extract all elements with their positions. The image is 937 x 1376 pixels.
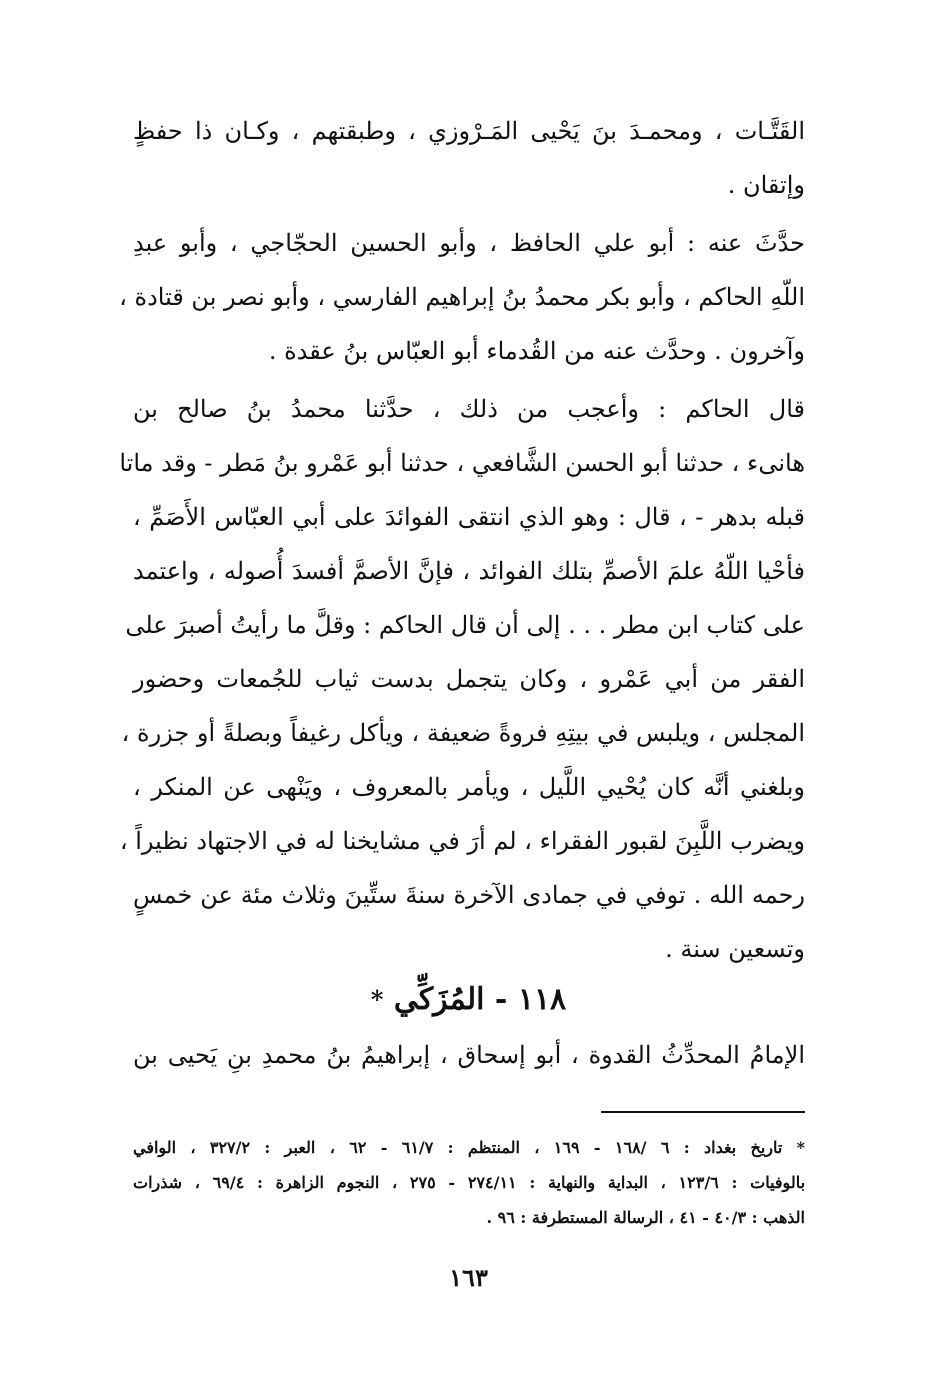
page-number: ١٦٣	[449, 1263, 488, 1292]
text-line: وبلغني أنَّه كان يُحْيي اللَّيل ، ويأمر بالمعروف ، ويَنْهى عن المنكر ،	[133, 773, 805, 801]
text-line: اللّهِ الحاكم ، وأبو بكر محمدُ بنُ إبراهيم الفارسي ، وأبو نصر بن قتادة ،	[119, 283, 805, 311]
text-line: القَتَّـات ، ومحمـدَ بنَ يَحْيى المَـرْوزي ، وطبقتهم ، وكـان ذا حفظٍ	[133, 117, 805, 145]
text-line: ويضرب اللَّبِنَ لقبور الفقراء ، لم أرَ في مشايخنا له في الاجتهاد نظيراً ،	[119, 827, 805, 855]
footnote-line: بالوفيات : ١٢٣/٦ ، البداية والنهاية : ٢٧٤/١١ - ٢٧٥ ، النجوم الزاهرة : ٦٩/٤ ، شذرات	[133, 1173, 806, 1192]
footnote-line: الذهب : ٤٠/٣ - ٤١ ، الرسالة المستطرفة : ٩٦ .	[486, 1208, 805, 1227]
text-line: وتسعين سنة .	[665, 935, 805, 963]
text-line: الفقر من أبي عَمْرو ، وكان يتجمل بدست ثياب للجُمعات وحضور	[133, 665, 805, 693]
text-line: وإتقان .	[727, 171, 805, 199]
text-line: رحمه الله . توفي في جمادى الآخرة سنةَ ستِّينَ وثلاث مئة عن خمسٍ	[133, 881, 805, 909]
text-line: حدَّثَ عنه : أبو علي الحافظ ، وأبو الحسين الحجّاجي ، وأبو عبدِ	[133, 229, 805, 257]
text-line: وآخرون . وحدَّث عنه من القُدماء أبو العبّاس بنُ عقدة .	[268, 337, 805, 365]
text-line: قبله بدهر - ، قال : وهو الذي انتقى الفوائدَ على أبي العبّاس الأَصَمِّ ،	[133, 503, 805, 531]
entry-heading	[0, 972, 937, 1028]
footnote-sources	[133, 1130, 805, 1235]
paragraph-narrators	[119, 216, 805, 378]
footnote-marker: *	[370, 985, 384, 1014]
text-line: قال الحاكم : وأعجب من ذلك ، حدَّثنا محمدُ بنُ صالح بن	[133, 395, 805, 423]
paragraph-continuation	[133, 104, 805, 212]
text-line: المجلس ، ويلبس في بيتِهِ فروةً ضعيفة ، ويأكل رغيفاً وبصلةً أو جزرة ،	[121, 719, 805, 747]
footnote-divider	[601, 1111, 805, 1113]
footnote-line: * تاريخ بغداد : ٦ /١٦٨ - ١٦٩ ، المنتظم : ٦١/٧ - ٦٢ ، العبر : ٣٢٧/٢ ، الوافي	[133, 1138, 806, 1157]
text-line: هانىء ، حدثنا أبو الحسن الشَّافعي ، حدثنا أبو عَمْرو بنُ مَطر - وقد ماتا	[119, 449, 805, 477]
paragraph-hakim-quote	[119, 382, 805, 976]
entry-intro-line: الإمامُ المحدِّثُ القدوة ، أبو إسحاق ، إبراهيمُ بنُ محمدِ بنِ يَحيى بن	[133, 1041, 805, 1069]
text-line: على كتاب ابن مطر . . . إلى أن قال الحاكم : وقلَّ ما رأيتُ أصبرَ على	[125, 611, 805, 639]
entry-heading-title: ١١٨ - المُزَكِّي	[393, 982, 567, 1017]
text-line: فأحْيا اللّهُ علمَ الأصمِّ بتلك الفوائد ، فإنَّ الأصمَّ أفسدَ أُصوله ، واعتمد	[133, 557, 805, 585]
